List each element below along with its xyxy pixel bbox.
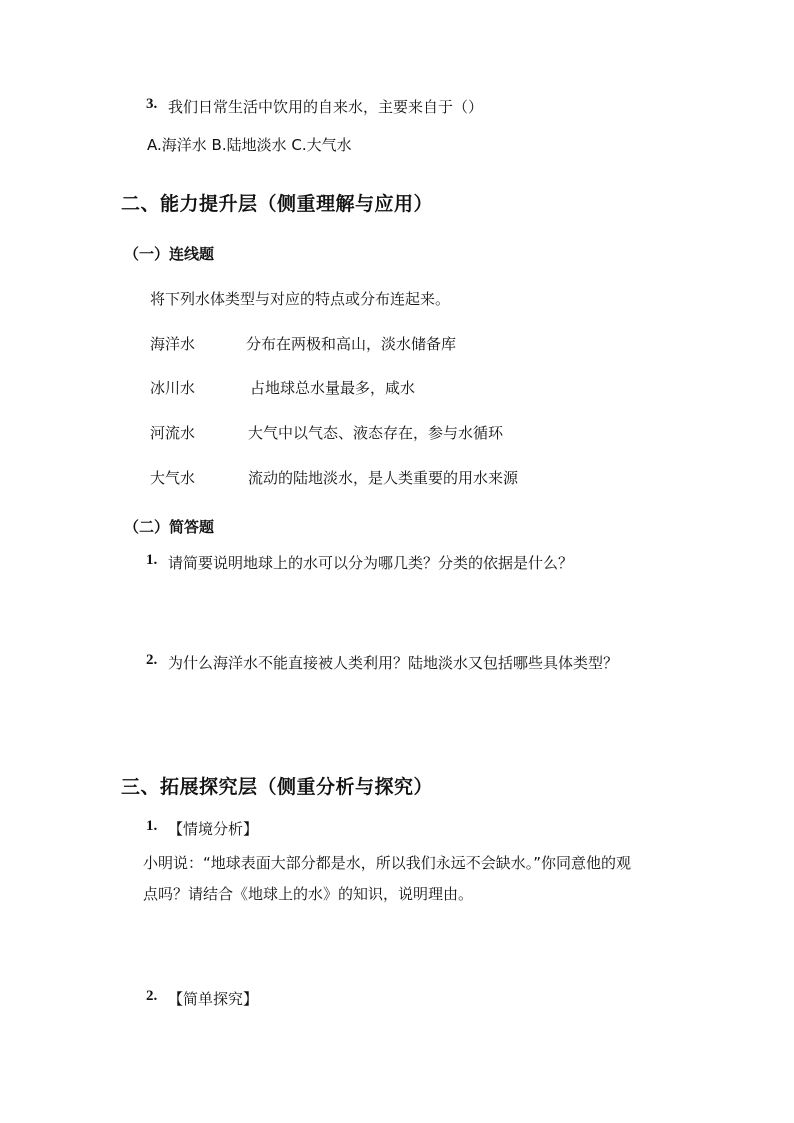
question-text: 点吗？请结合《地球上的水》的知识，说明理由。 <box>143 885 474 903</box>
water-description: 分布在两极和高山，淡水储备库 <box>246 335 457 353</box>
matching-row <box>150 333 456 354</box>
question-number: 2. <box>146 652 158 668</box>
section-heading: 三、拓展探究层（侧重分析与探究） <box>121 776 434 798</box>
question-number: 2. <box>146 988 158 1004</box>
question-label: 【简单探究】 <box>168 990 259 1008</box>
water-type: 冰川水 <box>150 379 196 397</box>
answer-options: A.海洋水 B.陆地淡水 C.大气水 <box>147 136 352 154</box>
question-number: 1. <box>146 818 158 834</box>
water-description: 大气中以气态、液态存在，参与水循环 <box>248 424 504 442</box>
question-text: 为什么海洋水不能直接被人类利用？陆地淡水又包括哪些具体类型？ <box>168 654 619 672</box>
water-type: 河流水 <box>150 424 196 442</box>
matching-row <box>150 377 415 398</box>
question-number: 3. <box>146 96 158 112</box>
question-number: 1. <box>146 552 158 568</box>
subsection-heading: （一）连线题 <box>124 245 215 263</box>
water-type: 大气水 <box>150 469 196 487</box>
question-text: 小明说：“地球表面大部分都是水，所以我们永远不会缺水。”你同意他的观 <box>143 854 632 872</box>
matching-row <box>150 422 503 443</box>
water-type: 海洋水 <box>150 335 196 353</box>
subsection-heading: （二）简答题 <box>124 518 215 536</box>
instruction-text: 将下列水体类型与对应的特点或分布连起来。 <box>150 290 451 308</box>
section-heading: 二、能力提升层（侧重理解与应用） <box>121 193 434 215</box>
water-description: 占地球总水量最多，咸水 <box>250 379 416 397</box>
question-text: 请简要说明地球上的水可以分为哪几类？分类的依据是什么？ <box>168 554 574 572</box>
matching-row <box>150 467 518 488</box>
question-label: 【情境分析】 <box>168 820 259 838</box>
question-text: 我们日常生活中饮用的自来水，主要来自于（） <box>168 98 484 116</box>
water-description: 流动的陆地淡水，是人类重要的用水来源 <box>248 469 519 487</box>
